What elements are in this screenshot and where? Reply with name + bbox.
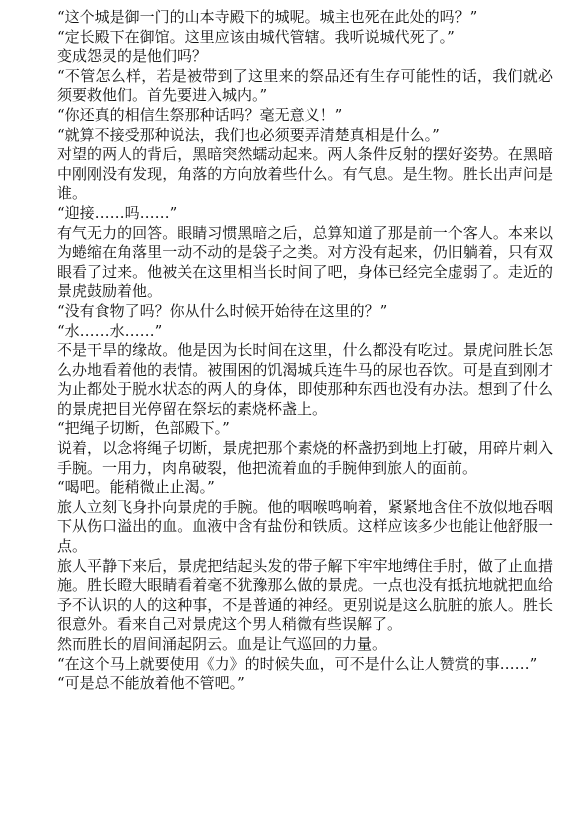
- paragraph: 有气无力的回答。眼睛习惯黑暗之后，总算知道了那是前一个客人。本来以为蜷缩在角落里一动不动的是袋子之类。对方没有起来，仍旧躺着，只有双眼看了过来。他被关在这里相当长时间了吧，身体已经完全虚弱了。走近的景虎鼓励着他。: [57, 223, 553, 301]
- paragraph: 对望的两人的背后，黑暗突然蠕动起来。两人条件反射的摆好姿势。在黑暗中刚刚没有发现，角落的方向放着些什么。有气息。是生物。胜长出声问是谁。: [57, 145, 553, 203]
- paragraph: “这个城是御一门的山本寺殿下的城呢。城主也死在此处的吗？”: [57, 8, 478, 26]
- paragraph: “喝吧。能稍微止止渴。”: [57, 478, 215, 497]
- paragraph: 旅人立刻飞身扑向景虎的手腕。他的咽喉鸣响着，紧紧地含住不放似地吞咽下从伤口溢出的血。血液中含有盐份和铁质。这样应该多少也能让他舒服一点。: [57, 497, 553, 556]
- paragraph: 旅人平静下来后，景虎把结起头发的带子解下牢牢地缚住手肘，做了止血措施。胜长瞪大眼睛看着毫不犹豫那么做的景虎。一点也没有抵抗地就把血给予不认识的人的这种事，不是普通的神经。更别说是这么肮脏的旅人。胜长很意外。看来自己对景虎这个男人稍微有些误解了。: [57, 556, 553, 634]
- paragraph: “迎接……吗……”: [57, 203, 178, 222]
- paragraph: “定长殿下在御馆。这里应该由城代管辖。我听说城代死了。”: [57, 27, 455, 46]
- paragraph: 不是干旱的缘故。他是因为长时间在这里，什么都没有吃过。景虎问胜长怎么办地看着他的表情。被围困的饥渴城兵连牛马的尿也吞饮。可是直到刚才为止都处于脱水状态的两人的身体，即使那种东西也没有办法。想到了什么的景虎把目光停留在祭坛的素烧杯盏上。: [57, 341, 553, 418]
- paragraph: “不管怎么样，若是被带到了这里来的祭品还有生存可能性的话，我们就必须要救他们。首先要进入城内。”: [57, 66, 553, 105]
- paragraph: “可是总不能放着他不管吧。”: [57, 674, 245, 693]
- paragraph: 然而胜长的眉间涌起阴云。血是让气巡回的力量。: [57, 635, 388, 653]
- paragraph: “把绳子切断，色部殿下。”: [57, 419, 230, 438]
- paragraph: “水……水……”: [57, 321, 163, 340]
- paragraph: 变成怨灵的是他们吗？: [57, 47, 208, 66]
- paragraph: “你还真的相信生祭那种话吗？毫无意义！”: [57, 105, 343, 124]
- paragraph: “在这个马上就要使用《力》的时候失血，可不是什么让人赞赏的事……”: [57, 654, 538, 673]
- paragraph: “就算不接受那种说法，我们也必须要弄清楚真相是什么。”: [57, 125, 440, 144]
- paragraph: “没有食物了吗？你从什么时候开始待在这里的？”: [57, 301, 388, 320]
- paragraph: 说着，以念将绳子切断，景虎把那个素烧的杯盏扔到地上打破，用碎片刺入手腕。一用力，肉帛破裂，他把流着血的手腕伸到旅人的面前。: [57, 439, 553, 477]
